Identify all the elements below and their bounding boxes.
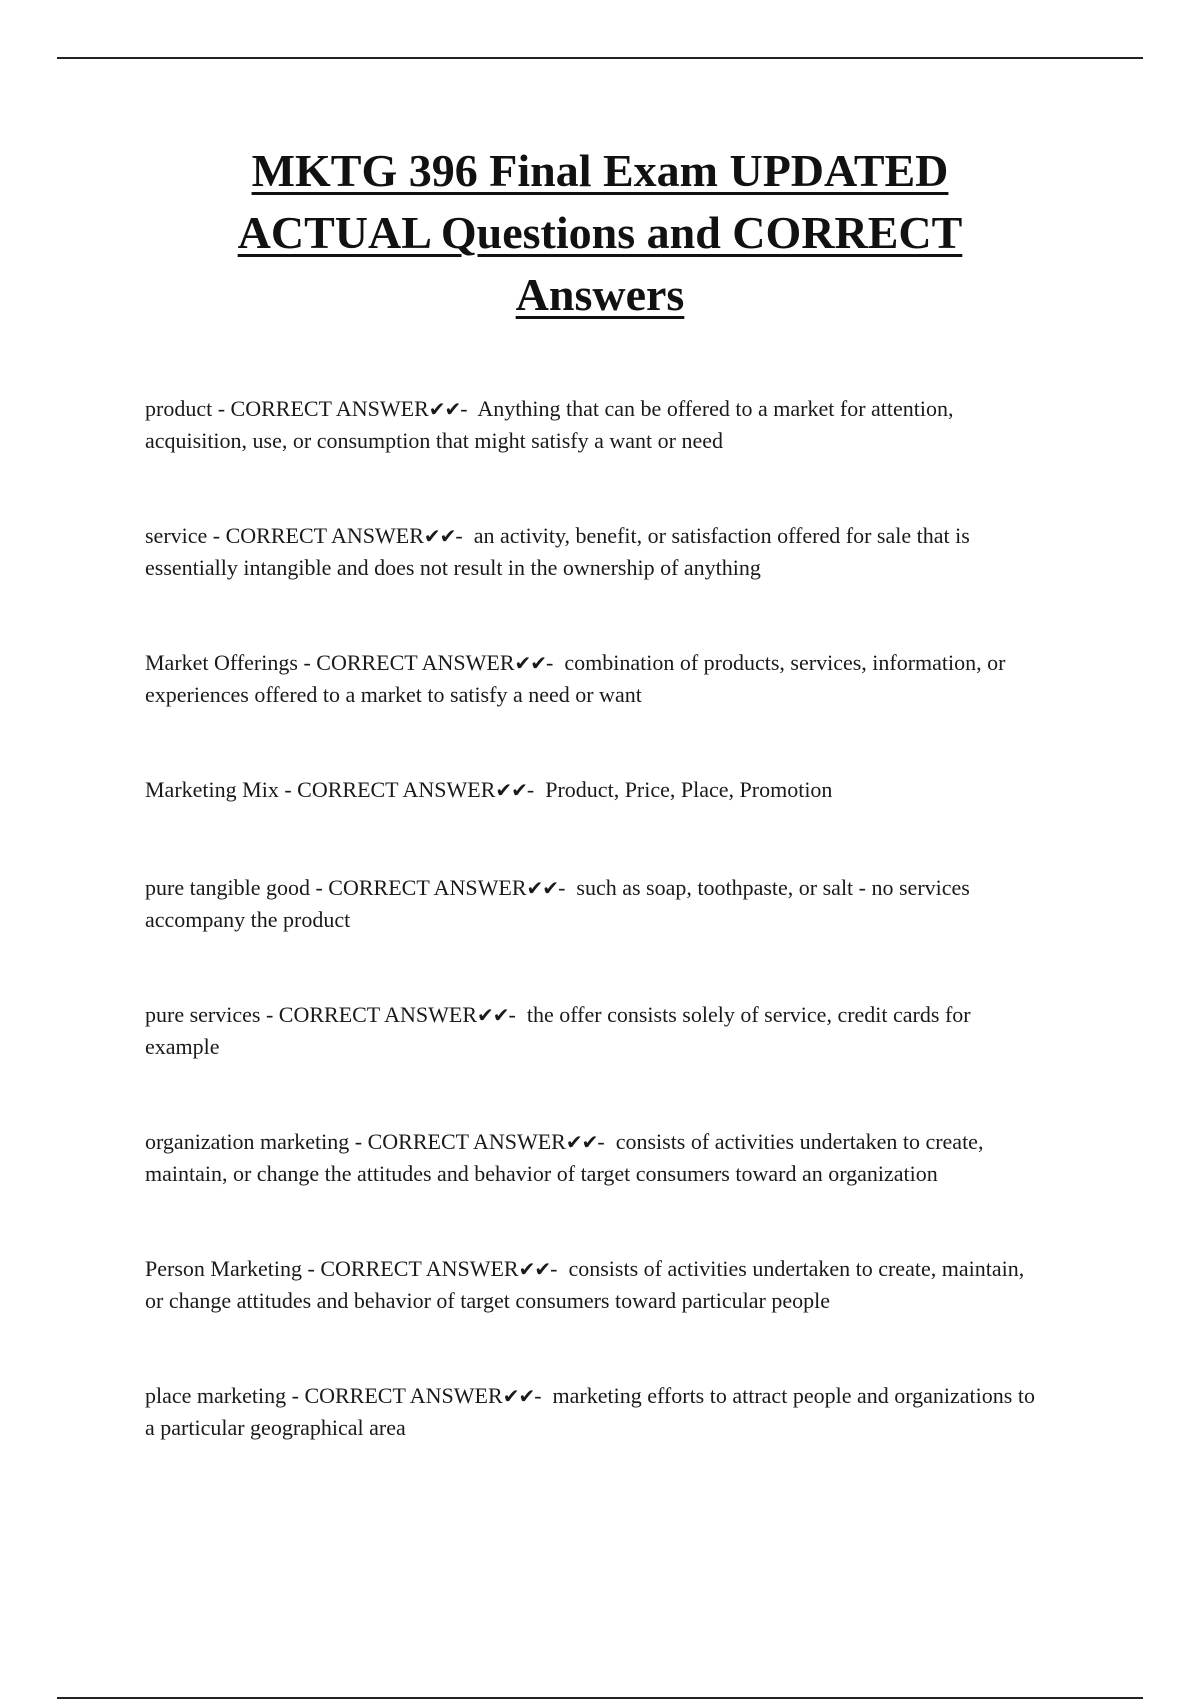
qa-item: Marketing Mix - CORRECT ANSWER✔✔- Product, Price, Place, Promotion — [145, 777, 833, 802]
qa-definition: Anything that can be offered to a market for attention, acquisition, use, or consumption that might satisfy a want or need — [145, 396, 954, 453]
qa-term: pure services — [145, 1002, 261, 1027]
answer-label: CORRECT ANSWER — [297, 777, 496, 802]
qa-term: pure tangible good — [145, 875, 310, 900]
answer-label: CORRECT ANSWER — [320, 1256, 519, 1281]
qa-list — [145, 393, 1045, 1443]
qa-item: organization marketing - CORRECT ANSWER✔✔- consists of activities undertaken to create, maintain, or change the attitudes and behavior of target consumers toward an organization — [145, 1129, 984, 1186]
check-marks-icon: ✔✔ — [514, 651, 547, 675]
check-marks-icon: ✔✔ — [495, 778, 527, 802]
qa-definition: an activity, benefit, or satisfaction offered for sale that is essentially intangible and does not result in the ownership of anything — [145, 523, 970, 580]
qa-definition: the offer consists solely of service, credit cards for example — [145, 1002, 971, 1059]
answer-label: CORRECT ANSWER — [278, 1002, 478, 1027]
qa-term: Marketing Mix — [145, 777, 279, 802]
answer-label: CORRECT ANSWER — [367, 1129, 566, 1154]
qa-item: place marketing - CORRECT ANSWER✔✔- marketing efforts to attract people and organizations to a particular geographical area — [145, 1383, 1035, 1440]
top-rule — [57, 57, 1143, 59]
check-marks-icon: ✔✔ — [502, 1384, 535, 1408]
check-marks-icon: ✔✔ — [518, 1257, 551, 1281]
qa-definition: such as soap, toothpaste, or salt - no services accompany the product — [145, 875, 970, 932]
page-title: MKTG 396 Final Exam UPDATED ACTUAL Questions and CORRECT Answers — [237, 145, 963, 320]
qa-definition: marketing efforts to attract people and organizations to a particular geographical area — [145, 1383, 1035, 1440]
check-marks-icon: ✔✔ — [526, 876, 559, 900]
bottom-rule — [57, 1697, 1143, 1699]
check-marks-icon: ✔✔ — [423, 524, 456, 548]
qa-definition: Product, Price, Place, Promotion — [545, 777, 833, 802]
qa-term: Market Offerings — [145, 650, 298, 675]
qa-item: Person Marketing - CORRECT ANSWER✔✔- consists of activities undertaken to create, maintain, or change attitudes and behavior of target consumers toward particular people — [145, 1256, 1025, 1313]
qa-item: pure tangible good - CORRECT ANSWER✔✔- such as soap, toothpaste, or salt - no services accompany the product — [145, 875, 970, 932]
qa-item: pure services - CORRECT ANSWER✔✔- the offer consists solely of service, credit cards for example — [145, 1002, 971, 1059]
answer-label: CORRECT ANSWER — [328, 875, 527, 900]
qa-term: organization marketing — [145, 1129, 350, 1154]
qa-item: service - CORRECT ANSWER✔✔- an activity, benefit, or satisfaction offered for sale that is essentially intangible and does not result in the ownership of anything — [145, 523, 970, 580]
qa-definition: combination of products, services, information, or experiences offered to a market to satisfy a need or want — [145, 650, 1006, 707]
qa-term: service — [145, 523, 208, 548]
answer-label: CORRECT ANSWER — [304, 1383, 503, 1408]
qa-item: product - CORRECT ANSWER✔✔- Anything that can be offered to a market for attention, acquisition, use, or consumption that might satisfy a want or need — [145, 396, 954, 453]
answer-label: CORRECT ANSWER — [225, 523, 424, 548]
check-marks-icon: ✔✔ — [477, 1003, 509, 1027]
qa-definition: consists of activities undertaken to create, maintain, or change attitudes and behavior of target consumers toward particular people — [145, 1256, 1025, 1313]
answer-label: CORRECT ANSWER — [230, 396, 429, 421]
qa-term: product — [145, 396, 213, 421]
qa-definition: consists of activities undertaken to create, maintain, or change the attitudes and behavior of target consumers toward an organization — [145, 1129, 984, 1186]
check-marks-icon: ✔✔ — [428, 397, 461, 421]
qa-term: Person Marketing — [145, 1256, 303, 1281]
qa-term: place marketing — [145, 1383, 287, 1408]
check-marks-icon: ✔✔ — [565, 1130, 598, 1154]
qa-item: Market Offerings - CORRECT ANSWER✔✔- combination of products, services, information, or experiences offered to a market to satisfy a need or want — [145, 650, 1006, 707]
answer-label: CORRECT ANSWER — [316, 650, 515, 675]
